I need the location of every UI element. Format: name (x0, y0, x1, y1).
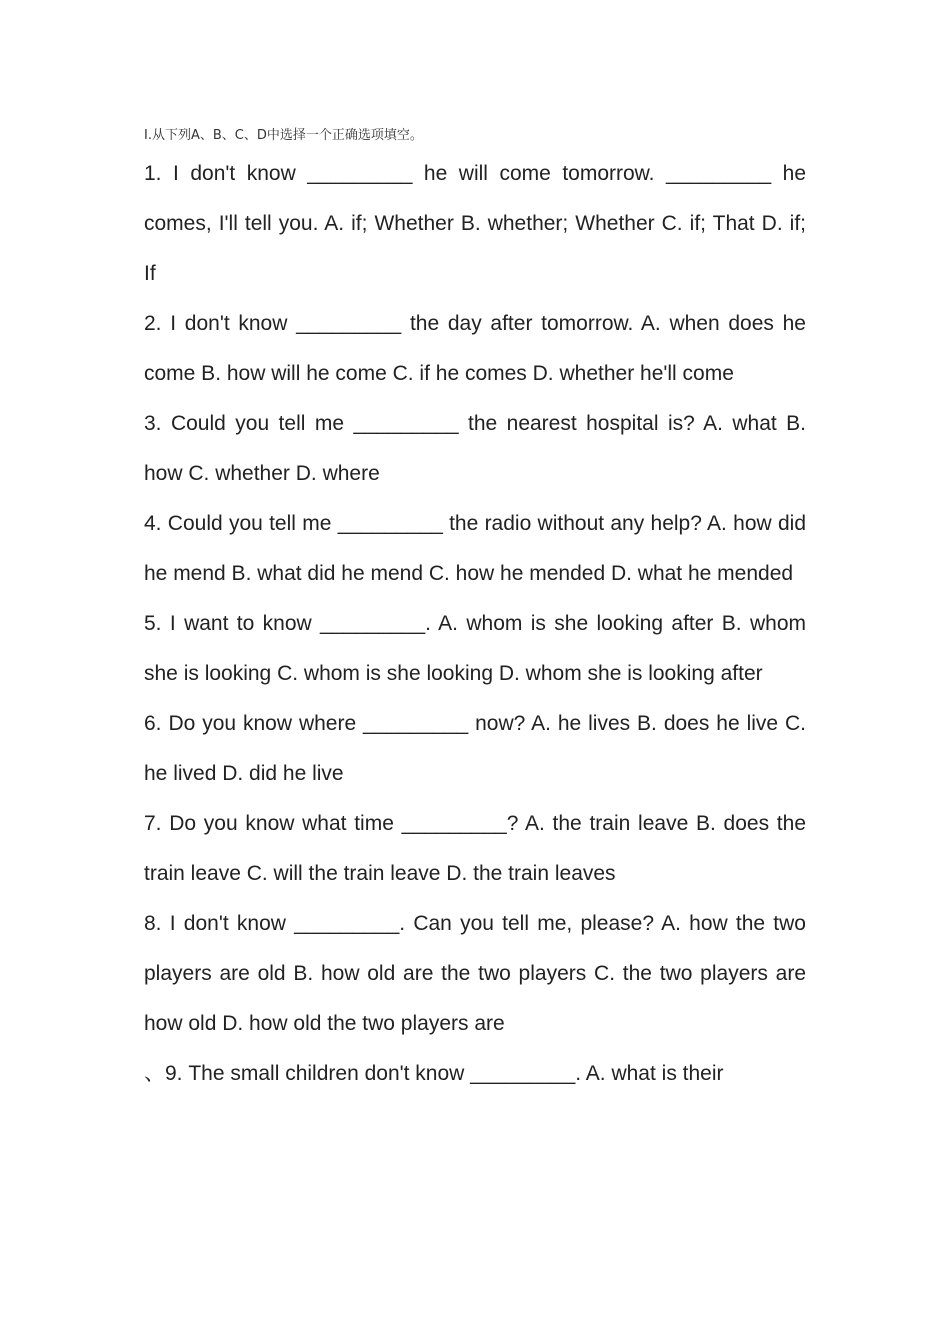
question-8: 8. I don't know _________. Can you tell me, please? A. how the two players are old B. how old are the two players C. the two players are how old D. how old the two players are (144, 912, 806, 1035)
question-4: 4. Could you tell me _________ the radio without any help? A. how did he mend B. what did he mend C. how he mended D. what he mended (144, 512, 806, 585)
question-2: 2. I don't know _________ the day after tomorrow. A. when does he come B. how will he come C. if he comes D. whether he'll come (144, 312, 806, 385)
question-7: 7. Do you know what time _________? A. the train leave B. does the train leave C. will the train leave D. the train leaves (144, 812, 806, 885)
question-list (144, 149, 806, 1099)
question-3: 3. Could you tell me _________ the nearest hospital is? A. what B. how C. whether D. where (144, 412, 806, 485)
question-1: 1. I don't know _________ he will come tomorrow. _________ he comes, I'll tell you. A. if; Whether B. whether; Whether C. if; That D. if; If (144, 162, 806, 285)
question-6: 6. Do you know where _________ now? A. he lives B. does he live C. he lived D. did he live (144, 712, 806, 785)
question-5: 5. I want to know _________. A. whom is she looking after B. whom she is looking C. whom is she looking D. whom she is looking after (144, 612, 806, 685)
question-9: 、9. The small children don't know _________. A. what is their (144, 1062, 724, 1085)
section-heading: I.从下列A、B、C、D中选择一个正确选项填空。 (144, 128, 423, 143)
